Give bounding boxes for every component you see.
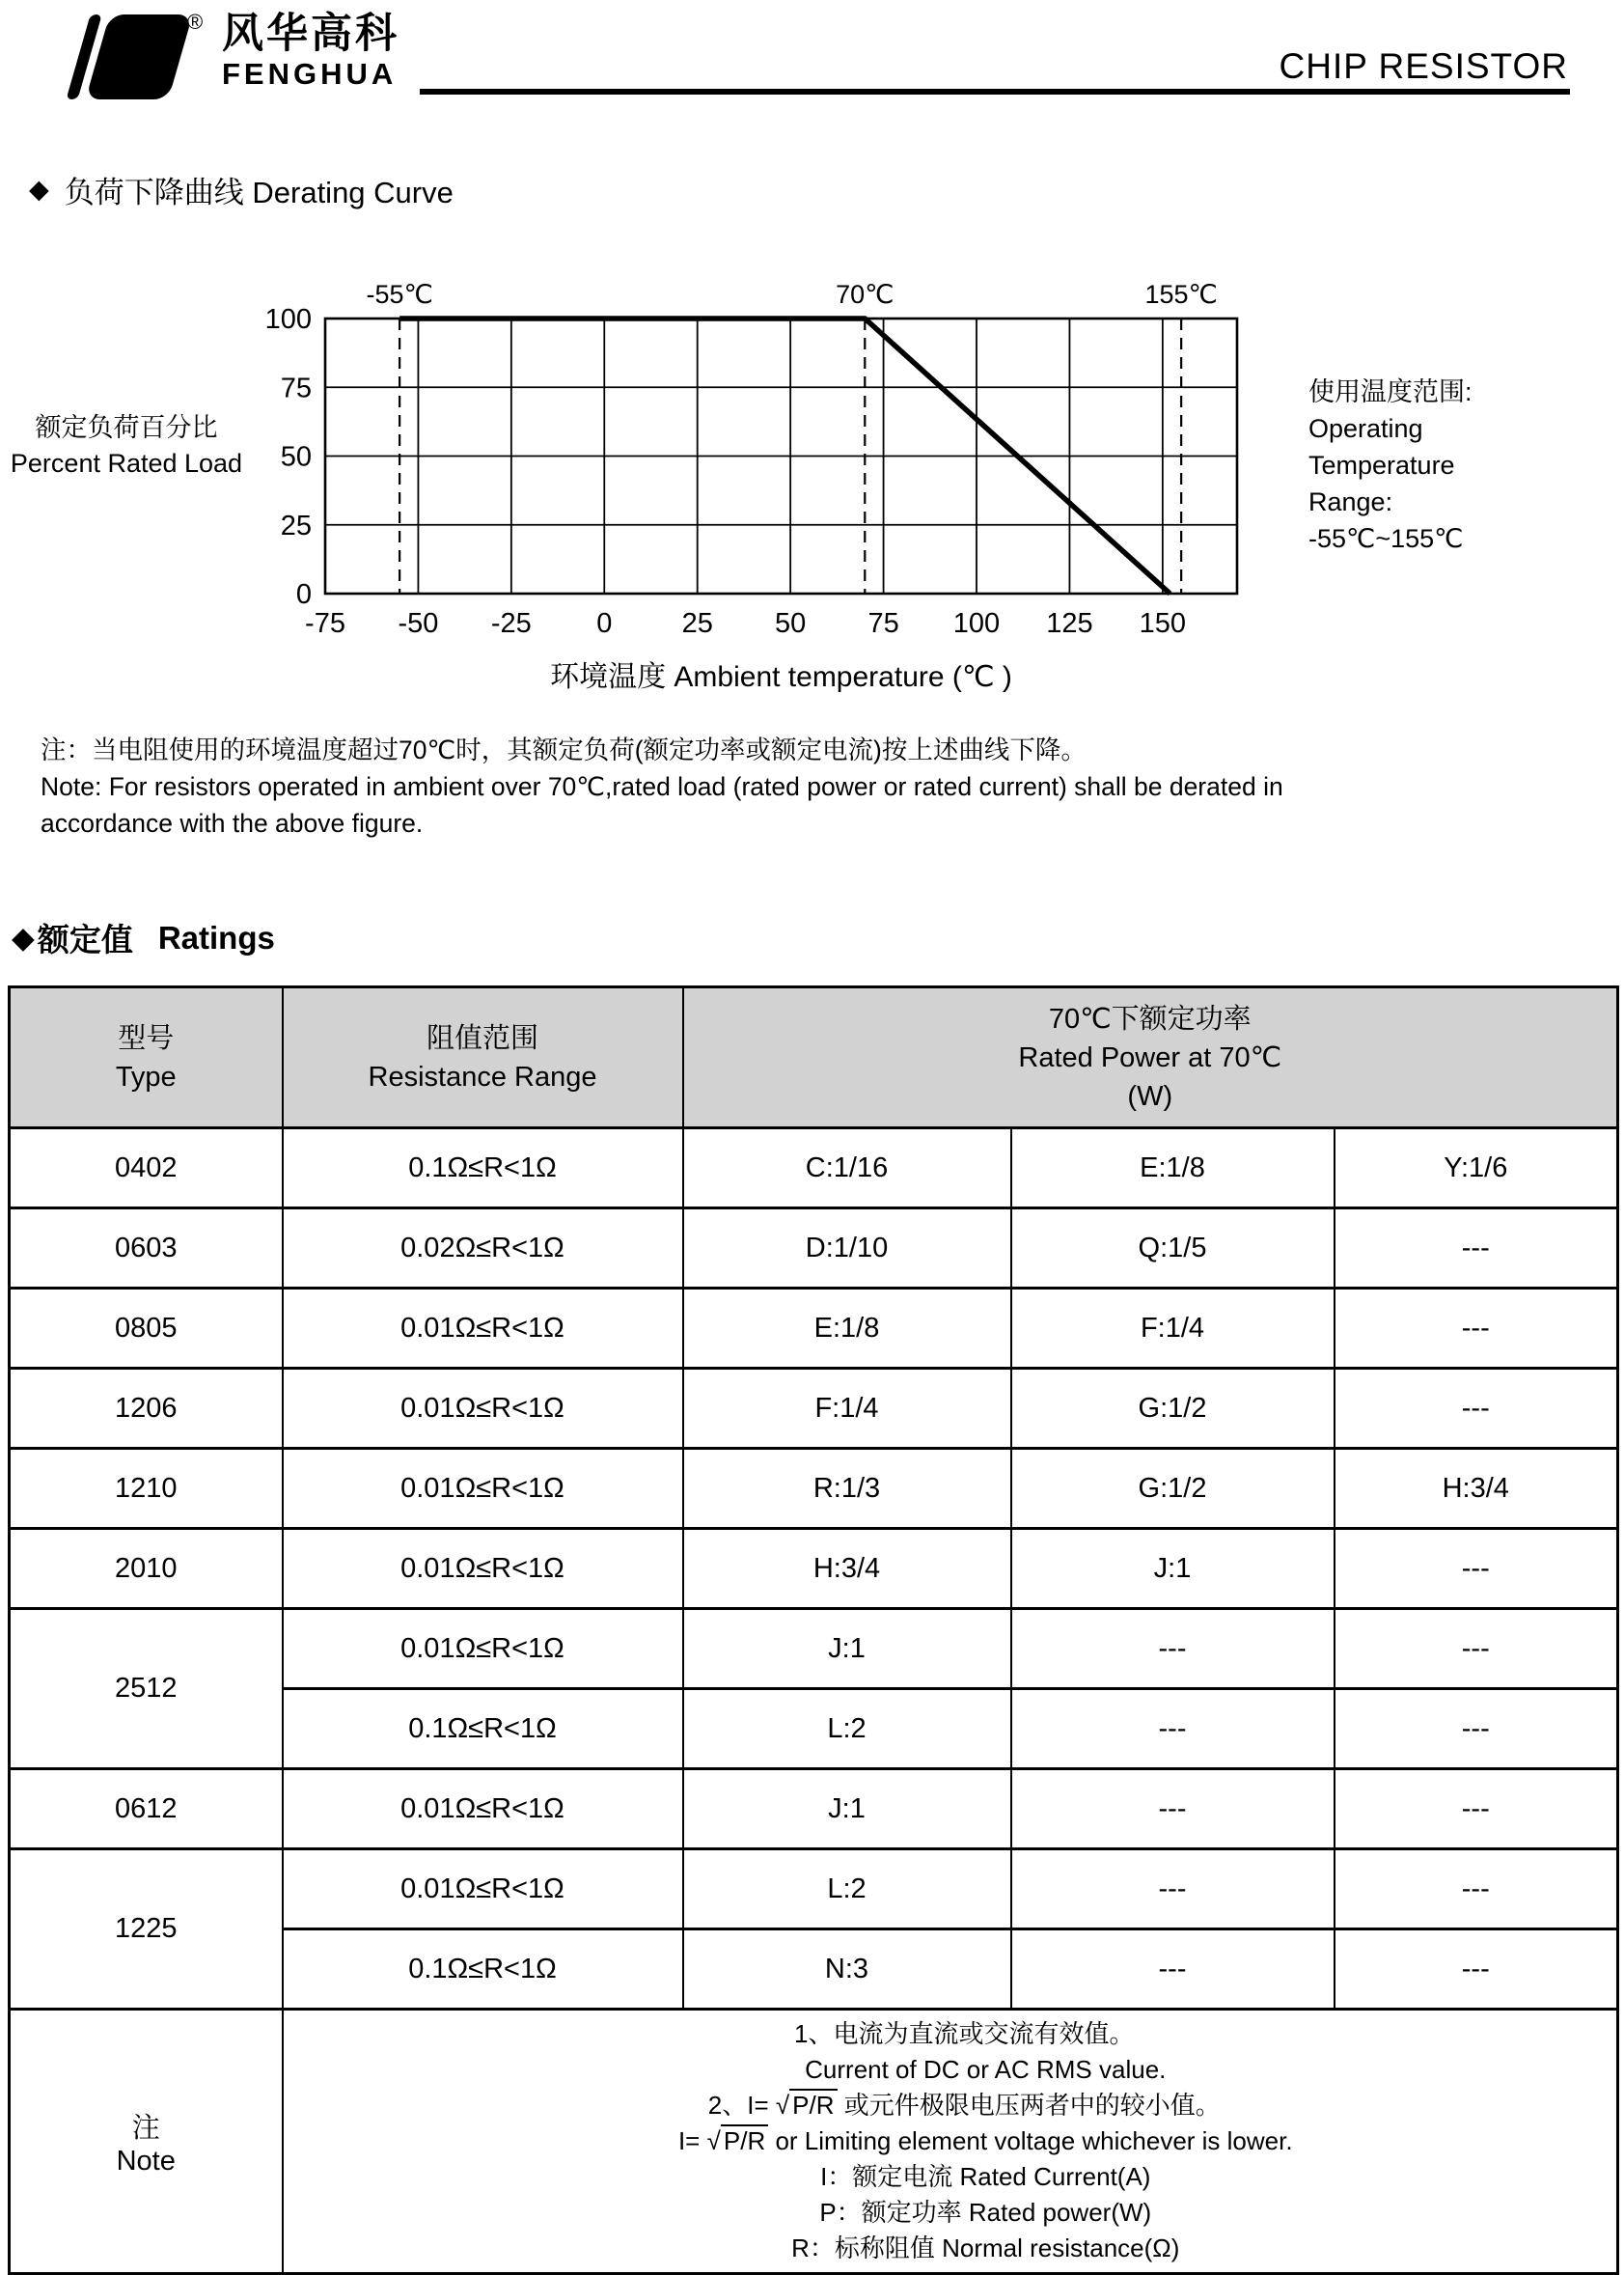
resistance-range-cell: 0.01Ω≤R<1Ω <box>283 1769 683 1849</box>
derating-chart-area <box>0 265 1624 705</box>
x-tick-label: 100 <box>952 608 1001 639</box>
sqrt-expression: √ P/R <box>707 2124 769 2155</box>
op-range-line: -55℃~155℃ <box>1308 524 1464 553</box>
note-line: Current of DC or AC RMS value. <box>805 2055 1167 2084</box>
resistance-range-cell: 0.01Ω≤R<1Ω <box>283 1449 683 1529</box>
ratings-header-row <box>10 987 1618 1128</box>
resistance-range-cell: 0.02Ω≤R<1Ω <box>283 1208 683 1289</box>
note-label-cell: 注 Note <box>10 2010 283 2274</box>
x-tick-label: 125 <box>1046 608 1093 639</box>
rated-power-cell: --- <box>1335 1529 1618 1609</box>
op-range-line: Range: <box>1308 487 1393 516</box>
rated-power-cell: --- <box>1335 1369 1618 1449</box>
chart-note-cn: 注：当电阻使用的环境温度超过70℃时，其额定负荷(额定功率或额定电流)按上述曲线下降。 <box>41 735 1087 764</box>
rated-power-cell: --- <box>1011 1689 1335 1769</box>
chart-ylabel-en: Percent Rated Load <box>10 449 243 478</box>
note-content-cell <box>283 2010 1618 2274</box>
ratings-table-body <box>10 1128 1618 2010</box>
ratings-row <box>10 1769 1618 1849</box>
rated-power-cell: R:1/3 <box>683 1449 1011 1529</box>
marker-label: 70℃ <box>836 280 895 309</box>
x-tick-label: -50 <box>398 608 439 639</box>
op-range-line: Temperature <box>1308 451 1455 480</box>
rated-power-cell: --- <box>1335 1289 1618 1369</box>
brand-block <box>222 11 399 91</box>
col-header-type: 型号 Type <box>10 987 283 1128</box>
rated-power-cell: --- <box>1011 1609 1335 1689</box>
fenghua-logo-icon <box>66 14 193 100</box>
sqrt-expression: √ P/R <box>776 2089 838 2120</box>
ratings-row <box>10 1128 1618 1208</box>
derating-title-text: 负荷下降曲线 Derating Curve <box>64 176 454 209</box>
type-cell: 1206 <box>10 1369 283 1449</box>
x-tick-label: -75 <box>305 608 345 639</box>
rated-power-cell: F:1/4 <box>1011 1289 1335 1369</box>
note-line: I：额定电流 Rated Current(A) <box>820 2162 1151 2191</box>
type-cell: 2512 <box>10 1609 283 1769</box>
ratings-row <box>10 1849 1618 1929</box>
resistance-range-cell: 0.01Ω≤R<1Ω <box>283 1529 683 1609</box>
document-title: CHIP RESISTOR <box>1279 46 1568 86</box>
rated-power-cell: Q:1/5 <box>1011 1208 1335 1289</box>
rated-power-cell: C:1/16 <box>683 1128 1011 1208</box>
rated-power-cell: L:2 <box>683 1689 1011 1769</box>
rated-power-cell: H:3/4 <box>1335 1449 1618 1529</box>
registered-trademark-icon: ® <box>187 10 204 34</box>
note-line: 1、电流为直流或交流有效值。 <box>794 2019 1135 2048</box>
chart-ylabel <box>0 410 253 482</box>
chart-ylabel-cn: 额定负荷百分比 <box>35 413 218 442</box>
note-row <box>10 2010 1618 2274</box>
note-line: R：标称阻值 Normal resistance(Ω) <box>791 2233 1180 2262</box>
rated-power-cell: D:1/10 <box>683 1208 1011 1289</box>
diamond-bullet-icon: ◆ <box>29 175 49 204</box>
derating-curve-chart <box>253 265 1276 705</box>
rated-power-cell: --- <box>1335 1208 1618 1289</box>
ratings-row <box>10 1289 1618 1369</box>
y-tick-label: 0 <box>295 579 312 610</box>
rated-power-cell: L:2 <box>683 1849 1011 1929</box>
rated-power-cell: G:1/2 <box>1011 1449 1335 1529</box>
rated-power-cell: J:1 <box>683 1609 1011 1689</box>
ratings-section-title <box>12 915 1624 960</box>
op-range-line: Operating <box>1308 414 1423 443</box>
y-tick-label: 100 <box>264 304 312 335</box>
resistance-range-cell: 0.01Ω≤R<1Ω <box>283 1849 683 1929</box>
rated-power-cell: G:1/2 <box>1011 1369 1335 1449</box>
rated-power-cell: Y:1/6 <box>1335 1128 1618 1208</box>
rated-power-cell: --- <box>1335 1609 1618 1689</box>
note-line: P：额定功率 Rated power(W) <box>819 2198 1152 2227</box>
type-cell: 0612 <box>10 1769 283 1849</box>
type-cell: 1225 <box>10 1849 283 2010</box>
ratings-row <box>10 1529 1618 1609</box>
rated-power-cell: --- <box>1011 1929 1335 2010</box>
col-header-rated-power: 70℃下额定功率 Rated Power at 70℃ (W) <box>683 987 1618 1128</box>
marker-label: -55℃ <box>366 280 433 309</box>
y-tick-label: 25 <box>280 510 312 541</box>
resistance-range-cell: 0.01Ω≤R<1Ω <box>283 1289 683 1369</box>
note-line: 2、I= √ P/R 或元件极限电压两者中的较小值。 <box>707 2091 1221 2120</box>
rated-power-cell: --- <box>1335 1769 1618 1849</box>
x-tick-label: 25 <box>681 608 713 639</box>
chart-note-en2: accordance with the above figure. <box>41 809 424 838</box>
note-line: I= √ P/R or Limiting element voltage whichever is lower. <box>677 2126 1293 2155</box>
diamond-bullet-icon: ◆ <box>12 920 35 955</box>
svg-text:H: H <box>106 24 171 94</box>
brand-name-cn: 风华高科 <box>222 11 399 57</box>
rated-power-cell: --- <box>1011 1849 1335 1929</box>
ratings-table <box>8 985 1619 2275</box>
resistance-range-cell: 0.01Ω≤R<1Ω <box>283 1609 683 1689</box>
resistance-range-cell: 0.1Ω≤R<1Ω <box>283 1689 683 1769</box>
ratings-row <box>10 1609 1618 1689</box>
type-cell: 1210 <box>10 1449 283 1529</box>
y-tick-label: 75 <box>280 373 312 404</box>
type-cell: 0805 <box>10 1289 283 1369</box>
x-axis-title: 环境温度 Ambient temperature (℃ ) <box>550 661 1012 693</box>
col-header-resistance-range: 阻值范围 Resistance Range <box>283 987 683 1128</box>
op-range-line: 使用温度范围: <box>1308 377 1473 406</box>
x-tick-label: 50 <box>775 608 807 639</box>
marker-label: 155℃ <box>1144 280 1218 309</box>
chart-note-en1: Note: For resistors operated in ambient over 70℃,rated load (rated power or rated current) shall be derated in <box>41 772 1283 801</box>
rated-power-cell: J:1 <box>683 1769 1011 1849</box>
rated-power-cell: --- <box>1335 1689 1618 1769</box>
rated-power-cell: --- <box>1011 1769 1335 1849</box>
rated-power-cell: E:1/8 <box>683 1289 1011 1369</box>
header-rule <box>420 89 1570 95</box>
derating-section-title <box>29 168 1624 211</box>
rated-power-cell: N:3 <box>683 1929 1011 2010</box>
rated-power-cell: H:3/4 <box>683 1529 1011 1609</box>
x-tick-label: 150 <box>1139 608 1187 639</box>
type-cell: 0603 <box>10 1208 283 1289</box>
page-header <box>0 0 1624 104</box>
chart-note <box>41 732 1624 842</box>
rated-power-cell: --- <box>1335 1849 1618 1929</box>
resistance-range-cell: 0.1Ω≤R<1Ω <box>283 1128 683 1208</box>
type-cell: 2010 <box>10 1529 283 1609</box>
rated-power-cell: F:1/4 <box>683 1369 1011 1449</box>
resistance-range-cell: 0.01Ω≤R<1Ω <box>283 1369 683 1449</box>
y-tick-label: 50 <box>280 441 312 473</box>
ratings-row <box>10 1449 1618 1529</box>
ratings-row <box>10 1369 1618 1449</box>
operating-range-note <box>1308 374 1473 557</box>
rated-power-cell: J:1 <box>1011 1529 1335 1609</box>
rated-power-cell: E:1/8 <box>1011 1128 1335 1208</box>
x-tick-label: 0 <box>596 608 613 639</box>
ratings-row <box>10 1208 1618 1289</box>
resistance-range-cell: 0.1Ω≤R<1Ω <box>283 1929 683 2010</box>
ratings-title-en: Ratings <box>157 919 275 956</box>
rated-power-cell: --- <box>1335 1929 1618 2010</box>
x-tick-label: 75 <box>867 608 899 639</box>
x-tick-label: -25 <box>490 608 532 639</box>
ratings-title-cn: 额定值 <box>37 922 133 957</box>
brand-name-en: FENGHUA <box>222 57 398 91</box>
type-cell: 0402 <box>10 1128 283 1208</box>
